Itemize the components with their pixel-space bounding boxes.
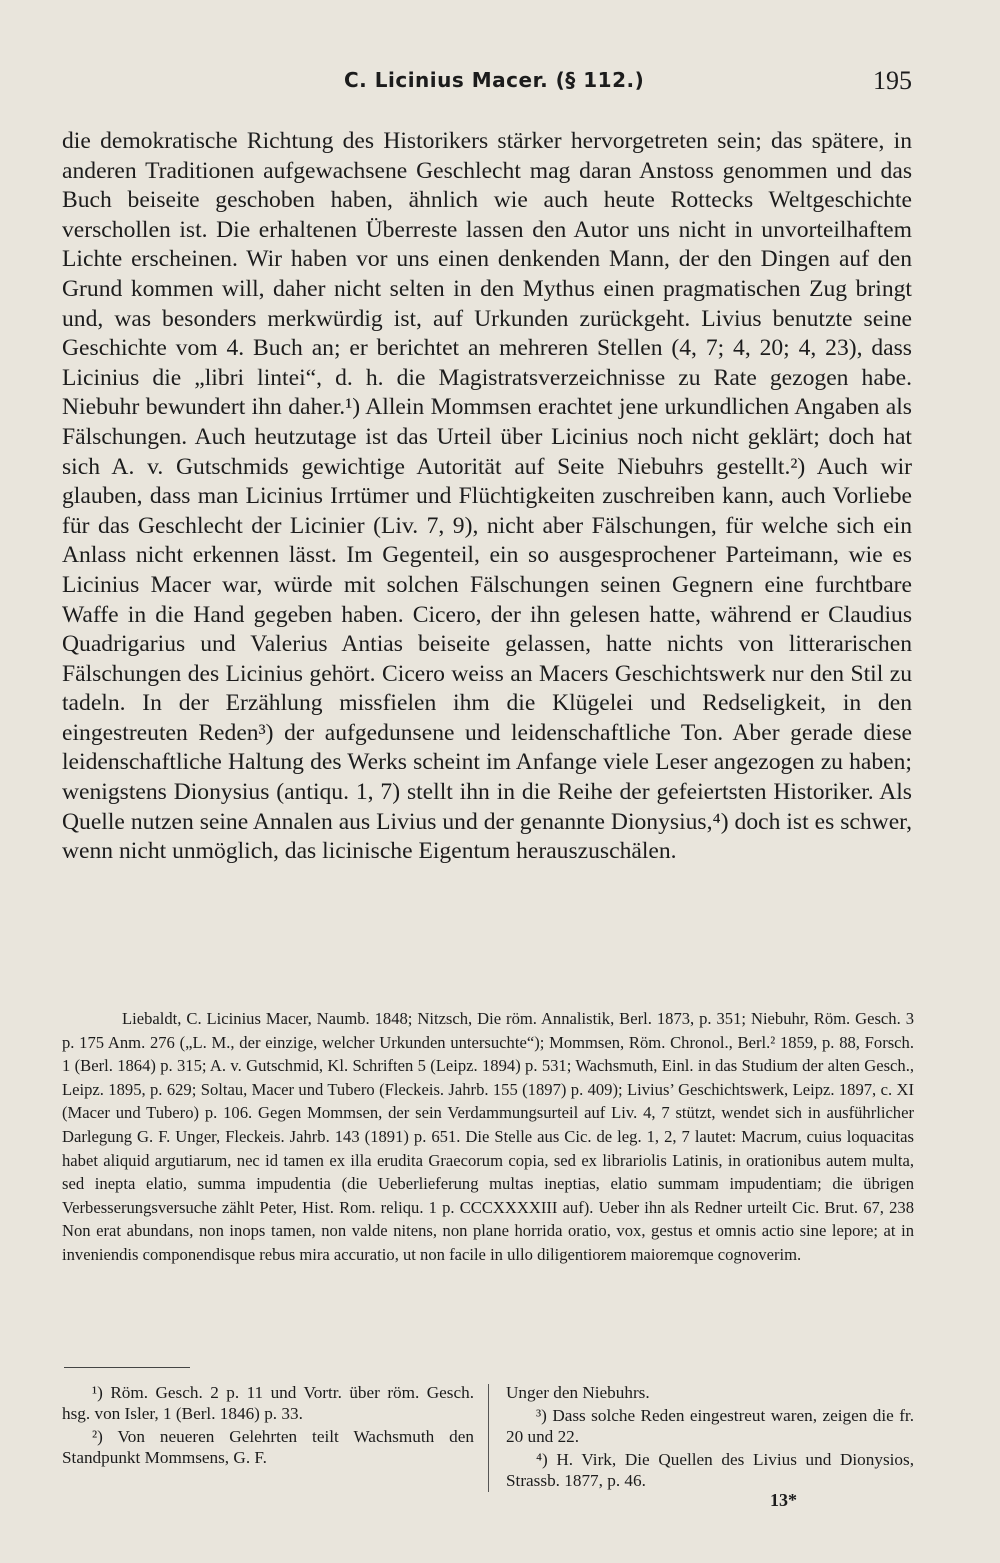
footnote-2: ²) Von neueren Gelehrten teilt Wachsmuth den Standpunkt Mommsens, G. F. xyxy=(62,1427,474,1467)
footnote-column-divider xyxy=(488,1384,489,1492)
footnotes-left-column xyxy=(62,1382,474,1470)
page-number: 195 xyxy=(873,66,912,95)
running-title: C. Licinius Macer. (§ 112.) xyxy=(344,68,645,92)
body-paragraph: die demokratische Richtung des Historikers stärker hervorgetreten sein; das spätere, in anderen Traditionen aufgewachsene Geschlecht mag daran Anstoss genommen und das Buch beiseite geschoben haben, ähnlich wie auch heute Rottecks Weltgeschichte verschollen ist. Die erhaltenen Überreste lassen den Autor uns nicht in unvorteilhaftem Lichte erscheinen. Wir haben vor uns einen denkenden Mann, der den Dingen auf den Grund kommen will, daher nicht selten in den Mythus einen pragmatischen Zug bringt und, was besonders merkwürdig ist, auf Urkunden zurückgeht. Livius benutzte seine Geschichte vom 4. Buch an; er berichtet an mehreren Stellen (4, 7; 4, 20; 4, 23), dass Licinius die „libri lintei“, d. h. die Magistratsverzeichnisse zu Rate gezogen habe. Niebuhr bewundert ihn daher.¹) Allein Mommsen erachtet jene urkundlichen Angaben als Fälschungen. Auch heutzutage ist das Urteil über Licinius noch nicht geklärt; doch hat sich A. v. Gutschmids gewichtige Autorität auf Seite Niebuhrs gestellt.²) Auch wir glauben, dass man Licinius Irrtümer und Flüchtigkeiten zuschreiben kann, auch Vorliebe für das Geschlecht der Licinier (Liv. 7, 9), nicht aber Fälschungen, für welche sich ein Anlass nicht erkennen lässt. Im Gegenteil, ein so ausgesprochener Parteimann, wie es Licinius Macer war, würde mit solchen Fälschungen seinen Gegnern eine furchtbare Waffe in die Hand gegeben haben. Cicero, der ihn gelesen hatte, während er Claudius Quadrigarius und Valerius Antias beiseite gelassen, hatte nichts von litterarischen Fälschungen des Licinius gehört. Cicero weiss an Macers Geschichtswerk nur den Stil zu tadeln. In der Erzählung missfielen ihm die Klügelei und Redseligkeit, in den eingestreuten Reden³) der aufgedunsene und leidenschaftliche Ton. Aber gerade diese leidenschaftliche Haltung des Werks scheint im Anfange viele Leser angezogen zu haben; wenigstens Dionysius (antiqu. 1, 7) stellt ihn in die Reihe der gefeiertsten Historiker. Als Quelle nutzen seine Annalen aus Livius und der genannte Dionysius,⁴) doch ist es schwer, wenn nicht unmöglich, das licinische Eigentum herauszuschälen. xyxy=(62,128,912,865)
running-header xyxy=(64,68,912,104)
footnote-rule xyxy=(64,1367,190,1368)
signature-mark: 13* xyxy=(770,1490,797,1510)
bibliography-paragraph: Liebaldt, C. Licinius Macer, Naumb. 1848; Nitzsch, Die röm. Annalistik, Berl. 1873, p. 351; Niebuhr, Röm. Gesch. 3 p. 175 Anm. 276 („L. M., der einzige, welcher Urkunden untersuchte“); Mommsen, Röm. Chronol., Berl.² 1859, p. 88, Forsch. 1 (Berl. 1864) p. 315; A. v. Gutschmid, Kl. Schriften 5 (Leipz. 1894) p. 531; Wachsmuth, Einl. in das Studium der alten Gesch., Leipz. 1895, p. 629; Soltau, Macer und Tubero (Fleckeis. Jahrb. 155 (1897) p. 409); Livius’ Geschichtswerk, Leipz. 1897, c. XI (Macer und Tubero) p. 106. Gegen Mommsen, der sein Verdammungsurteil auf Liv. 4, 7 stützt, wendet sich in ausführlicher Darlegung G. F. Unger, Fleckeis. Jahrb. 143 (1891) p. 651. Die Stelle aus Cic. de leg. 1, 2, 7 lautet: Macrum, cuius loquacitas habet aliquid argutiarum, nec id tamen ex illa erudita Graecorum copia, sed ex librariolis Latinis, in orationibus autem multa, sed inepta elatio, summa impudentia (die Ueberlieferung multas ineptias, elatio summam impudentiam; die übrigen Verbesserungsversuche zählt Peter, Hist. Rom. reliqu. 1 p. CCCXXXXIII auf). Ueber ihn als Redner urteilt Cic. Brut. 67, 238 Non erat abundans, non inops tamen, non valde nitens, non plane horrida oratio, vox, gestus et omnis actio sine lepore; at in inveniendis componendisque rebus mira accuratio, ut non facile in ullo diligentiorem maioremque cognoverim. xyxy=(62,1009,914,1264)
footnote-2-continuation: Unger den Niebuhrs. xyxy=(506,1383,650,1402)
footnote-4: ⁴) H. Virk, Die Quellen des Livius und Dionysios, Strassb. 1877, p. 46. xyxy=(506,1450,914,1490)
footnotes-right-column xyxy=(506,1382,914,1493)
footnote-1: ¹) Röm. Gesch. 2 p. 11 und Vortr. über röm. Gesch. hsg. von Isler, 1 (Berl. 1846) p. 33. xyxy=(62,1383,474,1423)
footnote-3: ³) Dass solche Reden eingestreut waren, zeigen die fr. 20 und 22. xyxy=(506,1406,914,1446)
